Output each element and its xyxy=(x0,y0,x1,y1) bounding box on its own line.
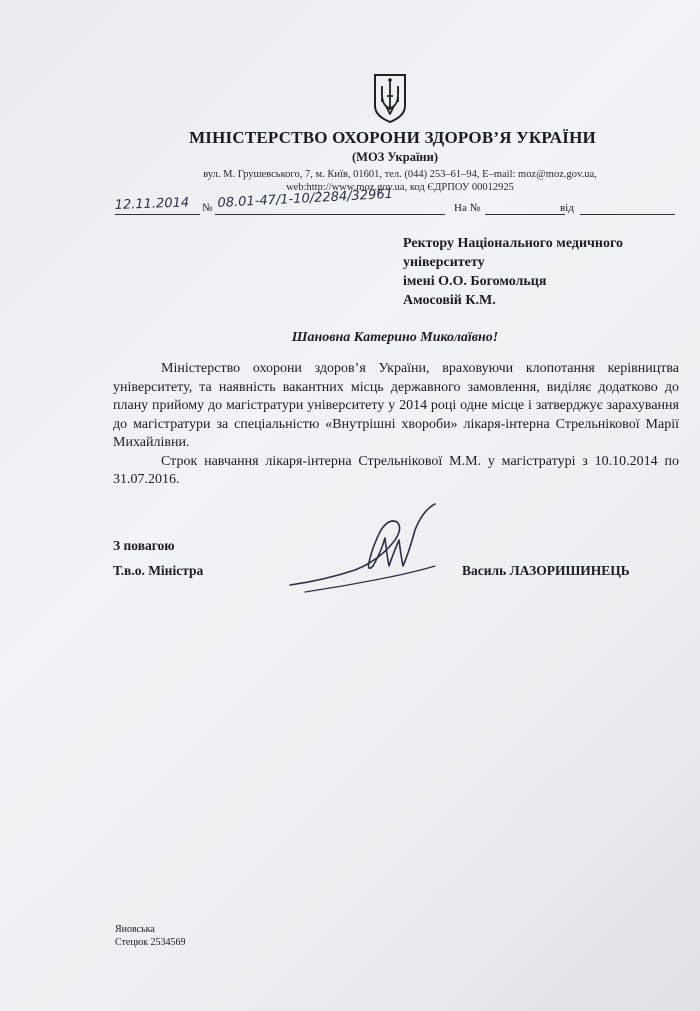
body-paragraph-1: Міністерство охорони здоров’я України, враховуючи клопотання керівництва університету, та наявність вакантних місць державного замовлення, виділяє додатково до плану прийому до магістратури університету у 2014 році одне місце і затверджує зарахування до магістратури за спеціальністю «Внутрішні хвороби» лікаря-інтерна Стрельнікової Марії Михайлівни. xyxy=(113,361,679,450)
body-paragraph-2: Строк навчання лікаря-інтерна Стрельнікової М.М. у магістратурі з 10.10.2014 по 31.07.2016. xyxy=(113,453,679,487)
org-name: МІНІСТЕРСТВО ОХОРОНИ ЗДОРОВ’Я УКРАЇНИ xyxy=(189,128,596,147)
executor-info xyxy=(115,923,186,949)
addressee-line-3: імені О.О. Богомольця xyxy=(403,274,547,289)
addressee-line-1: Ректору Національного медичного xyxy=(403,236,623,251)
outgoing-date: 12.11.2014 xyxy=(114,195,190,213)
salutation: Шановна Катерино Миколаївно! xyxy=(291,330,499,345)
closing-regards: З повагою xyxy=(113,538,175,553)
handwritten-signature-icon xyxy=(285,500,445,600)
org-address xyxy=(170,168,630,194)
org-abbreviation: (МОЗ України) xyxy=(352,150,438,164)
addressee-line-4: Амосовій К.М. xyxy=(403,293,496,308)
executor-name: Яновська xyxy=(115,924,155,935)
incoming-number-line xyxy=(485,214,565,215)
executor-phone: Стецюк 2534569 xyxy=(115,937,186,948)
number-label: № xyxy=(202,202,213,214)
address-line-1: вул. М. Грушевського, 7, м. Київ, 01601, тел. (044) 253–61–94, E–mail: moz@moz.gov.ua, xyxy=(203,169,597,180)
addressee-block xyxy=(403,234,693,310)
signer-name: Василь ЛАЗОРИШИНЕЦЬ xyxy=(462,563,630,578)
incoming-date-line xyxy=(580,214,675,215)
addressee-line-2: університету xyxy=(403,255,485,270)
signer-position: Т.в.о. Міністра xyxy=(113,563,204,578)
address-line-2: web:http://www.moz.gov.ua, код ЄДРПОУ 00012925 xyxy=(286,182,514,193)
outgoing-number: 08.01-47/1-10/2284/32961 xyxy=(217,186,394,211)
incoming-number-label: На № xyxy=(454,202,481,214)
letter-body xyxy=(113,360,679,490)
date-underline xyxy=(115,214,200,215)
incoming-date-label: від xyxy=(560,202,574,214)
trident-emblem-icon xyxy=(372,72,408,124)
number-underline xyxy=(215,214,445,215)
